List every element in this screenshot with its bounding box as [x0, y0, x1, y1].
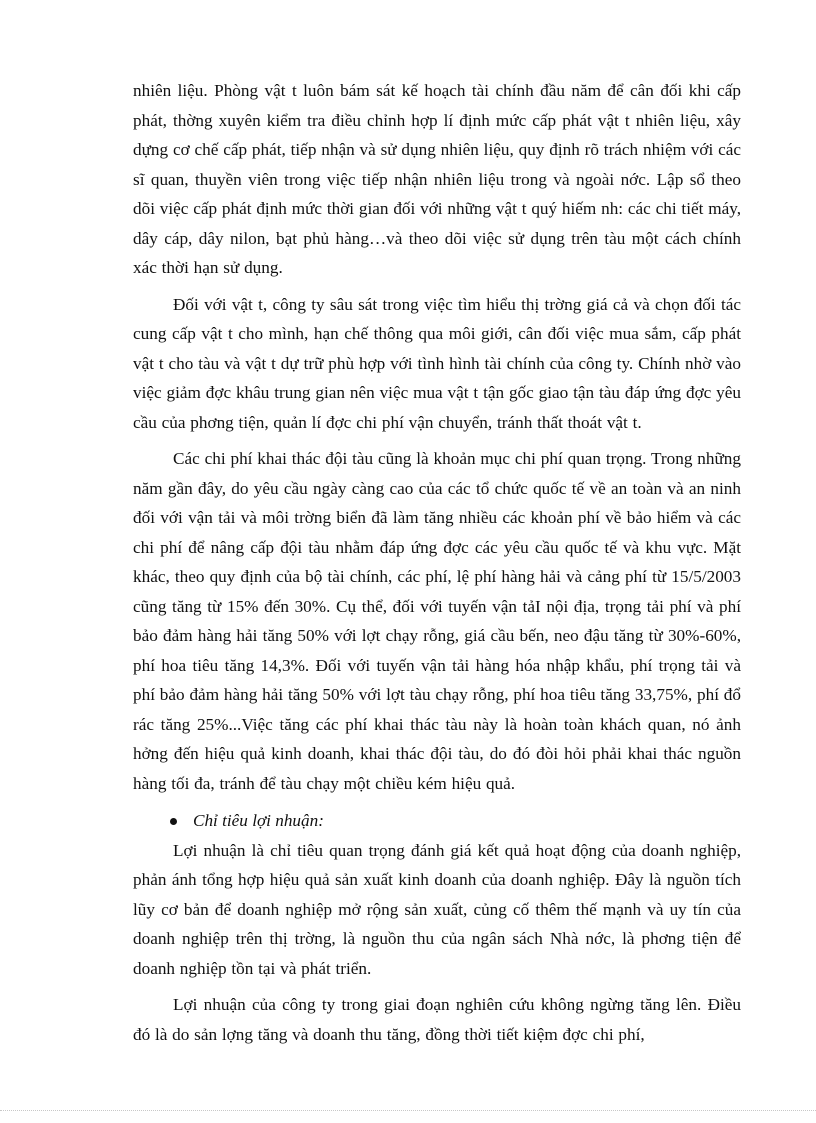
document-body	[133, 76, 741, 1049]
bullet-dot-icon	[170, 818, 177, 825]
bullet-item-profit-indicator	[133, 806, 741, 836]
paragraph-fleet-operating-costs: Các chi phí khai thác đội tàu cũng là khoản mục chi phí quan trọng. Trong những năm gần đây, do yêu cầu ngày càng cao của các tổ chức quốc tế về an toàn và an ninh đối với vận tải và môi trờng biển đã làm tăng nhiều các khoản phí về bảo hiểm và các chi phí để nâng cấp đội tàu nhằm đáp ứng đợc các yêu cầu quốc tế và khu vực. Mặt khác, theo quy định của bộ tài chính, các phí, lệ phí hàng hải và cảng phí từ 15/5/2003 cũng tăng từ 15% đến 30%. Cụ thể, đối với tuyến vận tảI nội địa, trọng tải phí và phí bảo đảm hàng hải tăng 50% với lợt chạy rỗng, giá cầu bến, neo đậu tăng từ 30%-60%, phí hoa tiêu tăng 14,3%. Đối với tuyến vận tải hàng hóa nhập khẩu, phí trọng tải và phí bảo đảm hàng hải tăng 50% với lợt tàu chạy rỗng, phí hoa tiêu tăng 33,75%, phí đổ rác tăng 25%...Việc tăng các phí khai thác tàu này là hoàn toàn khách quan, nó ảnh hởng đến hiệu quả kinh doanh, khai thác đội tàu, do đó đòi hỏi phải khai thác nguồn hàng tối đa, tránh để tàu chạy một chiều kém hiệu quả.	[133, 449, 741, 793]
bullet-heading: Chỉ tiêu lợi nhuận:	[193, 811, 324, 830]
paragraph-material-procurement: Đối với vật t, công ty sâu sát trong việc tìm hiểu thị trờng giá cả và chọn đối tác cung cấp vật t cho mình, hạn chế thông qua môi giới, cân đối việc mua sắm, cấp phát vật t cho tàu và vật t dự trữ phù hợp với tình hình tài chính của công ty. Chính nhờ vào việc giảm đợc khâu trung gian nên việc mua vật t tận gốc giao tận tàu đáp ứng đợc yêu cầu của phơng tiện, quản lí đợc chi phí vận chuyển, tránh thất thoát vật t.	[133, 294, 741, 432]
paragraph-profit-growth: Lợi nhuận của công ty trong giai đoạn nghiên cứu không ngừng tăng lên. Điều đó là do sản lợng tăng và doanh thu tăng, đồng thời tiết kiệm đợc chi phí,	[133, 995, 741, 1044]
paragraph-fuel-management: nhiên liệu. Phòng vật t luôn bám sát kế hoạch tài chính đầu năm để cân đối khi cấp phát, thờng xuyên kiểm tra điều chỉnh hợp lí định mức cấp phát vật t nhiên liệu, xây dựng cơ chế cấp phát, tiếp nhận và sử dụng nhiên liệu, quy định rõ trách nhiệm với các sĩ quan, thuyền viên trong việc tiếp nhận nhiên liệu trong và ngoài nớc. Lập sổ theo dõi việc cấp phát định mức thời gian đối với những vật t quý hiếm nh: các chi tiết máy, dây cáp, dây nilon, bạt phủ hàng…và theo dõi việc sử dụng trên tàu một cách chính xác thời hạn sử dụng.	[133, 81, 741, 277]
page-bottom-divider	[0, 1110, 816, 1111]
paragraph-profit-definition: Lợi nhuận là chỉ tiêu quan trọng đánh giá kết quả hoạt động của doanh nghiệp, phản ánh tổng hợp hiệu quả sản xuất kinh doanh của doanh nghiệp. Đây là nguồn tích lũy cơ bản để doanh nghiệp mở rộng sản xuất, củng cố thêm thế mạnh và uy tín của doanh nghiệp trên thị trờng, là nguồn thu của ngân sách Nhà nớc, là phơng tiện để doanh nghiệp tồn tại và phát triển.	[133, 840, 741, 978]
